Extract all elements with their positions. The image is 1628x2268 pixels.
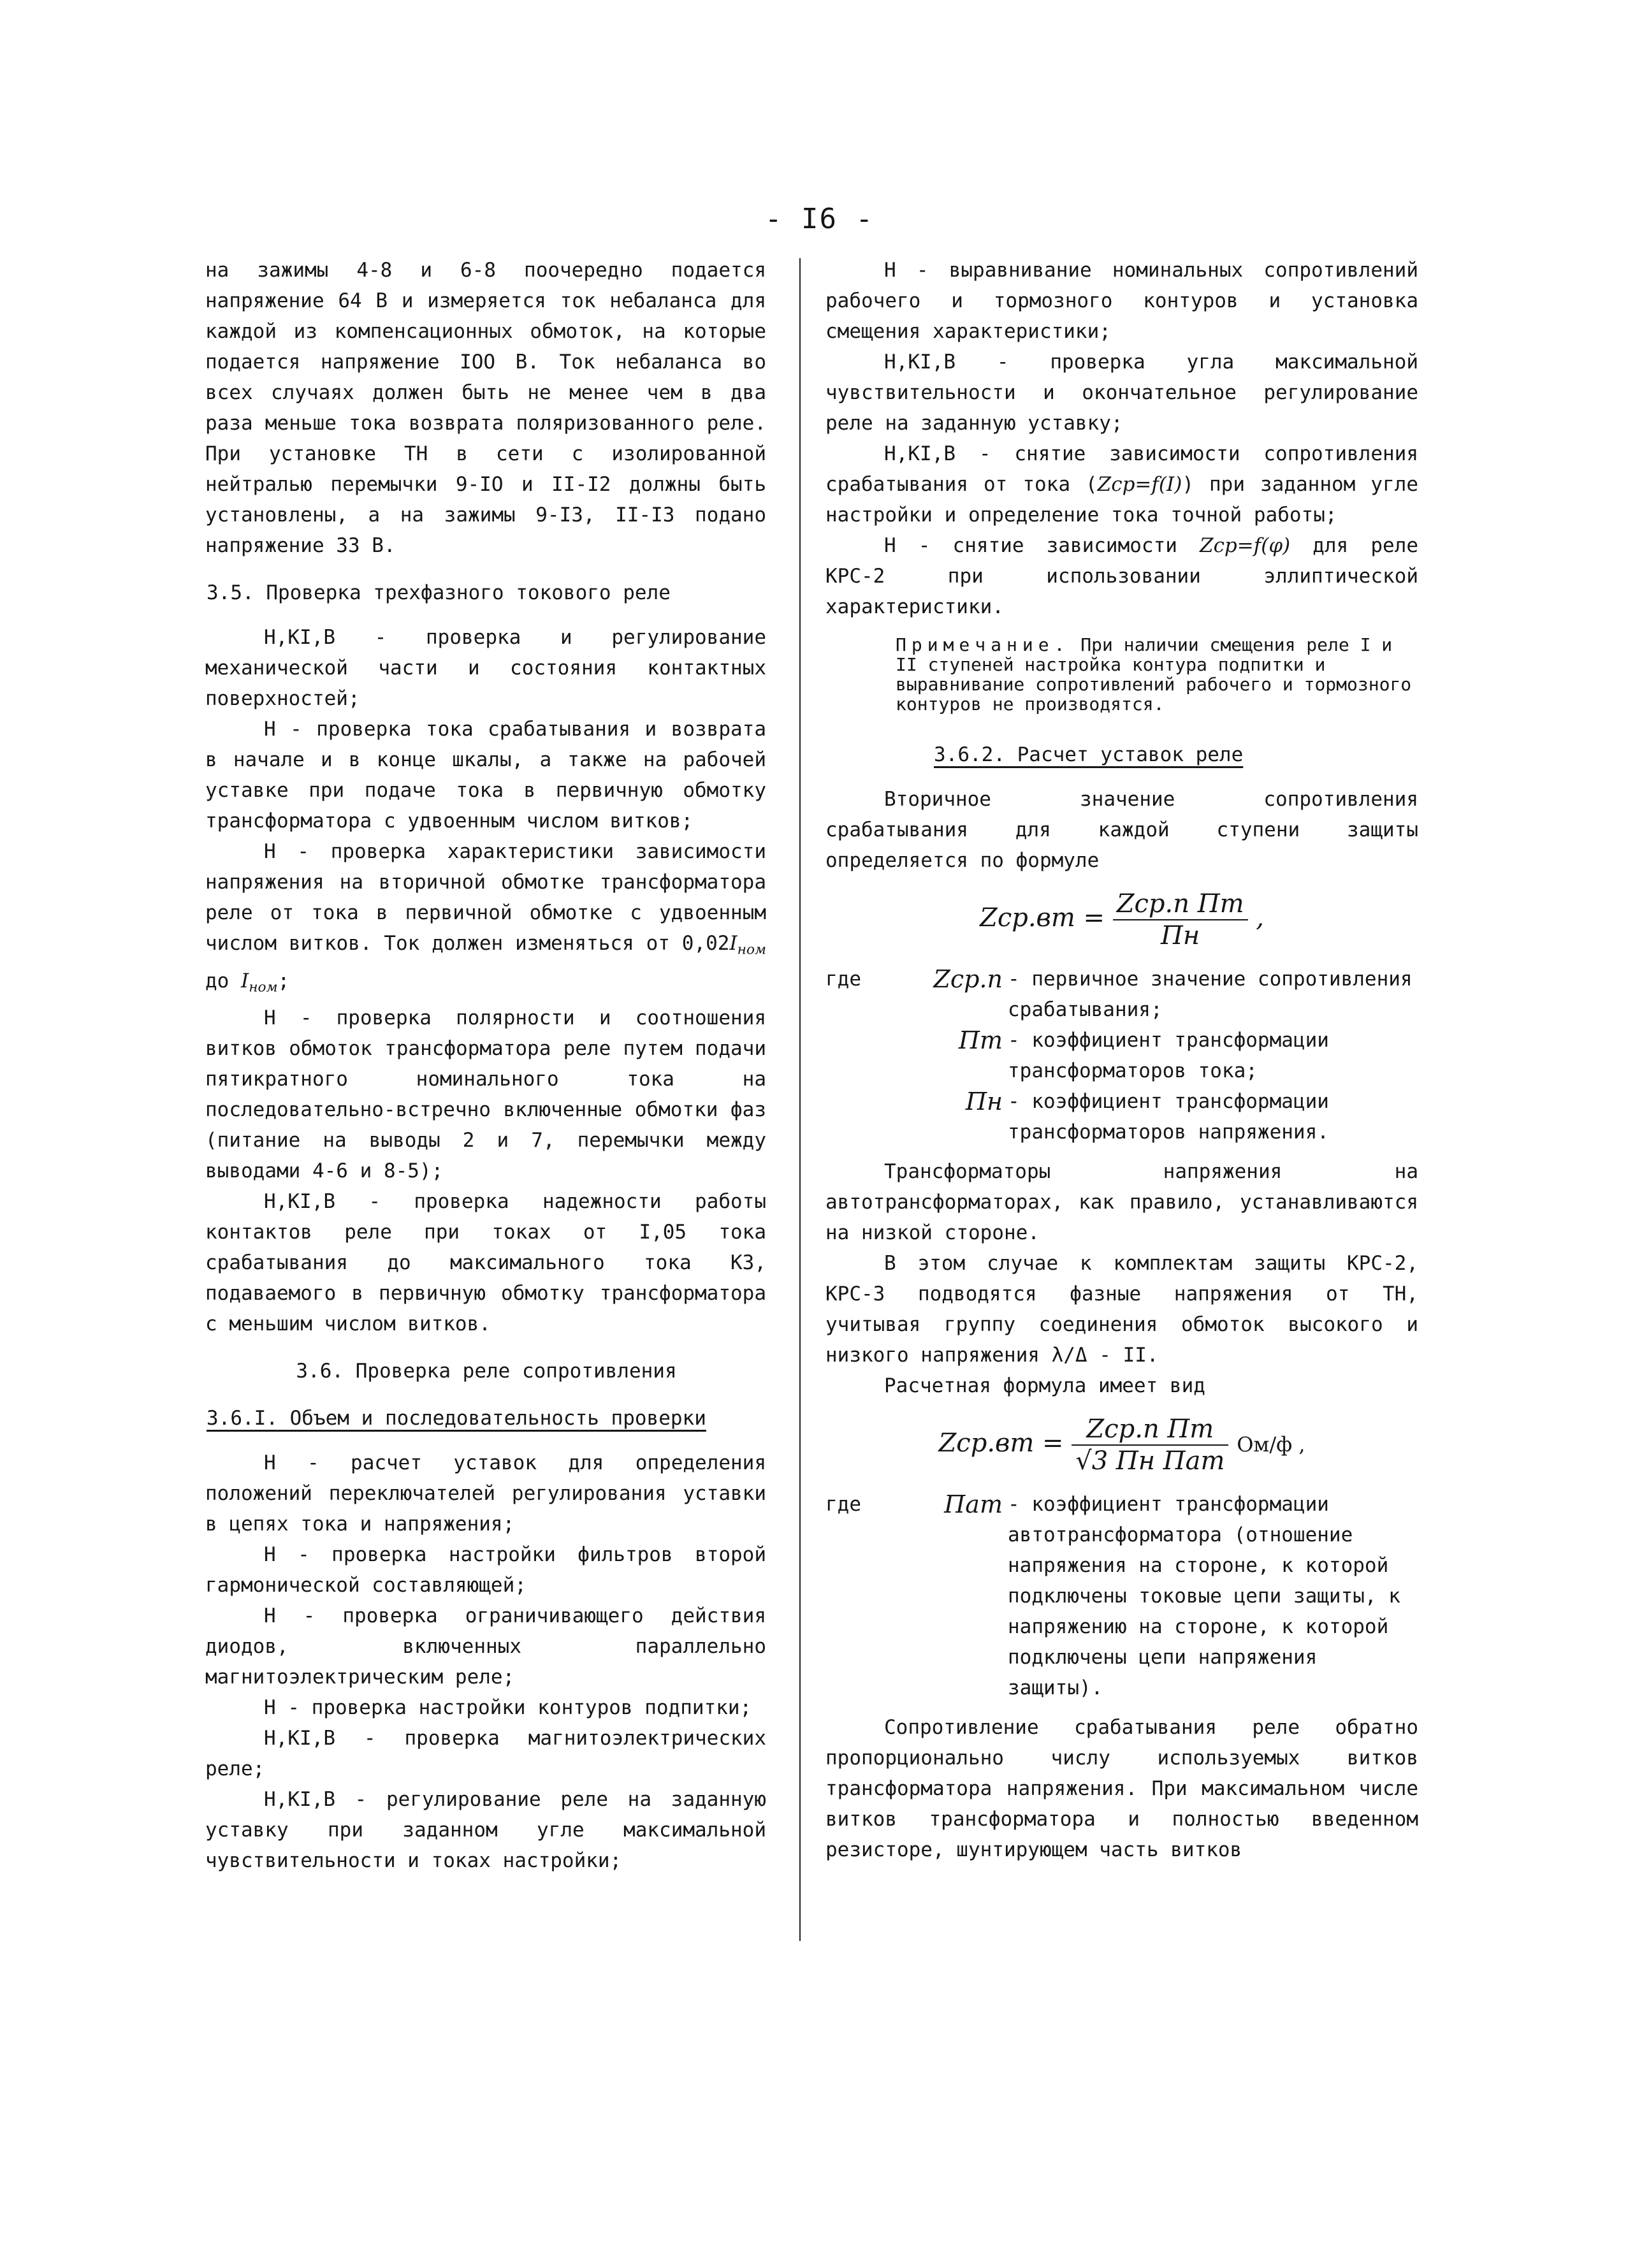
formula-denominator: Пн [1161,921,1200,950]
formula-numerator: Zср.п Пт [1072,1414,1228,1446]
paragraph [825,530,1418,622]
paragraph: Н - проверка полярности и соотношения витков обмоток трансформатора реле путем подачи пятикратного номинального тока на последовательно-встречно включенные обмотки фаз (питание на выводы 2 и 7, перемычки между выводами 4-6 и 8-5); [205,1007,766,1182]
symbol-definitions [825,964,1418,1147]
current-symbol: I [241,969,249,992]
symbol: Zср.п [933,965,1003,993]
paragraph: Вторичное значение сопротивления срабатывания для каждой ступени защиты определяется по формуле [825,788,1418,872]
note-text: При наличии смещения реле I и II ступеней настройка контура подпитки и выравнивание сопротивлений рабочего и тормозного контуров не производятся. [896,634,1412,715]
current-symbol: I [729,932,738,955]
paragraph: Сопротивление срабатывания реле обратно пропорционально числу используемых витков трансформатора напряжения. При максимальном числе витков трансформатора и полностью введенном резисторе, шунтирующем часть витков [825,1716,1418,1861]
section-heading-3-6: 3.6. Проверка реле сопротивления [296,1360,677,1383]
formula-lhs: Zср.вт = [980,903,1105,933]
formula-fraction [1113,889,1248,951]
symbol: Пат [944,1490,1003,1518]
section-heading-3-5: 3.5. Проверка трехфазного токового реле [207,581,671,604]
paragraph: на зажимы 4-8 и 6-8 поочередно подается напряжение 64 В и измеряется ток небаланса для каждой из компенсационных обмоток, на которые подается напряжение IOO В. Ток небаланса во всех случаях должен быть не менее чем в два раза меньше тока возврата поляризованного реле. При установке ТН в сети с изолированной нейтралью перемычки 9-IO и II-I2 должны быть установлены, а на зажимы 9-I3, II-I3 подано напряжение 33 В. [205,259,766,557]
paragraph: Н,КI,В - регулирование реле на заданную уставку при заданном угле максимальной чувствительности и токах настройки; [205,1788,766,1872]
paragraph: Н,КI,В - проверка угла максимальной чувствительности и окончательное регулирование реле на заданную уставку; [825,351,1418,435]
inline-formula: Zср=f(I) [1097,473,1182,496]
page-number: - I6 - [765,203,874,235]
paragraph: Трансформаторы напряжения на автотрансформаторах, как правило, устанавливаются на низкой стороне. [825,1160,1418,1244]
section-heading-3-6-1: 3.6.I. Объем и последовательность проверки [207,1407,706,1430]
paragraph: Н,КI,В - проверка и регулирование механической части и состояния контактных поверхностей; [205,626,766,710]
symbol-definitions [825,1489,1418,1703]
formula-unit: Ом/ф , [1237,1432,1305,1457]
note [896,635,1418,714]
section-heading-3-6-2: 3.6.2. Расчет уставок реле [934,743,1244,766]
paragraph-text: до [205,969,241,992]
paragraph: Н,КI,В - проверка надежности работы контактов реле при токах от I,05 тока срабатывания до максимального тока КЗ, подаваемого в первичную обмотку трансформатора с меньшим числом витков. [205,1190,766,1335]
column-divider [799,258,801,1941]
current-subscript: ном [249,979,278,995]
where-label: где [825,968,861,991]
paragraph-text: ) при заданном угле настройки и определение тока точной работы; [825,473,1418,527]
symbol-definition: - коэффициент трансформации трансформаторов напряжения. [1008,1090,1329,1144]
symbol-definition: - коэффициент трансформации автотрансформатора (отношение напряжения на стороне, к которой подключены токовые цепи защиты, к напряжению на стороне, к которой подключены цепи напряжения защиты). [1008,1493,1400,1699]
right-column [825,255,1418,1865]
current-subscript: ном [737,941,766,958]
symbol: Пн [965,1087,1003,1116]
paragraph [825,439,1418,530]
note-title: Примечание. [896,634,1070,655]
symbol-definition: - первичное значение сопротивления срабатывания; [1008,968,1413,1021]
formula-denominator: √3 Пн Пат [1075,1446,1225,1476]
paragraph: Н - проверка настройки контуров подпитки; [264,1696,752,1719]
paragraph [205,836,766,1003]
symbol: Пт [958,1026,1003,1054]
paragraph-text: Н - проверка характеристики зависимости напряжения на вторичной обмотке трансформатора реле от тока в первичной обмотке с удвоенным числом витков. Ток должен изменяться от 0,02 [205,840,766,955]
paragraph: Н,КI,В - проверка магнитоэлектрических реле; [205,1727,766,1780]
paragraph: Н - проверка настройки фильтров второй гармонической составляющей; [205,1543,766,1597]
paragraph-text: Н,КI,В - снятие зависимости сопротивления срабатывания от тока ( [825,442,1418,496]
paragraph: В этом случае к комплектам защиты КРС-2, КРС-3 подводятся фазные напряжения от ТН, учитывая группу соединения обмоток высокого и низкого напряжения λ/Δ - II. [825,1252,1418,1367]
paragraph-text: ; [277,969,290,992]
formula-autotransformer [825,1414,1418,1476]
left-column [205,255,766,1876]
paragraph: Н - проверка ограничивающего действия диодов, включенных параллельно магнитоэлектрическим реле; [205,1604,766,1689]
formula-secondary-resistance [825,889,1418,951]
paragraph: Расчетная формула имеет вид [884,1374,1205,1397]
paragraph: Н - проверка тока срабатывания и возврата в начале и в конце шкалы, а также на рабочей уставке при подаче тока в первичную обмотку трансформатора с удвоенным числом витков; [205,718,766,832]
formula-fraction [1072,1414,1228,1476]
paragraph-text: Н - снятие зависимости [884,534,1177,557]
paragraph: Н - выравнивание номинальных сопротивлений рабочего и тормозного контуров и установка смещения характеристики; [825,259,1418,343]
paragraph-text: для реле КРС-2 при использовании эллиптической характеристики. [825,534,1418,618]
formula-numerator: Zср.п Пт [1113,889,1248,920]
inline-formula: Zср=f(φ) [1200,534,1291,557]
formula-tail: , [1256,903,1264,933]
symbol-definition: - коэффициент трансформации трансформаторов тока; [1008,1029,1329,1082]
where-label: где [825,1493,861,1516]
paragraph: Н - расчет уставок для определения положений переключателей регулирования уставки в цепях тока и напряжения; [205,1451,766,1536]
formula-lhs: Zср.вт = [938,1428,1064,1458]
